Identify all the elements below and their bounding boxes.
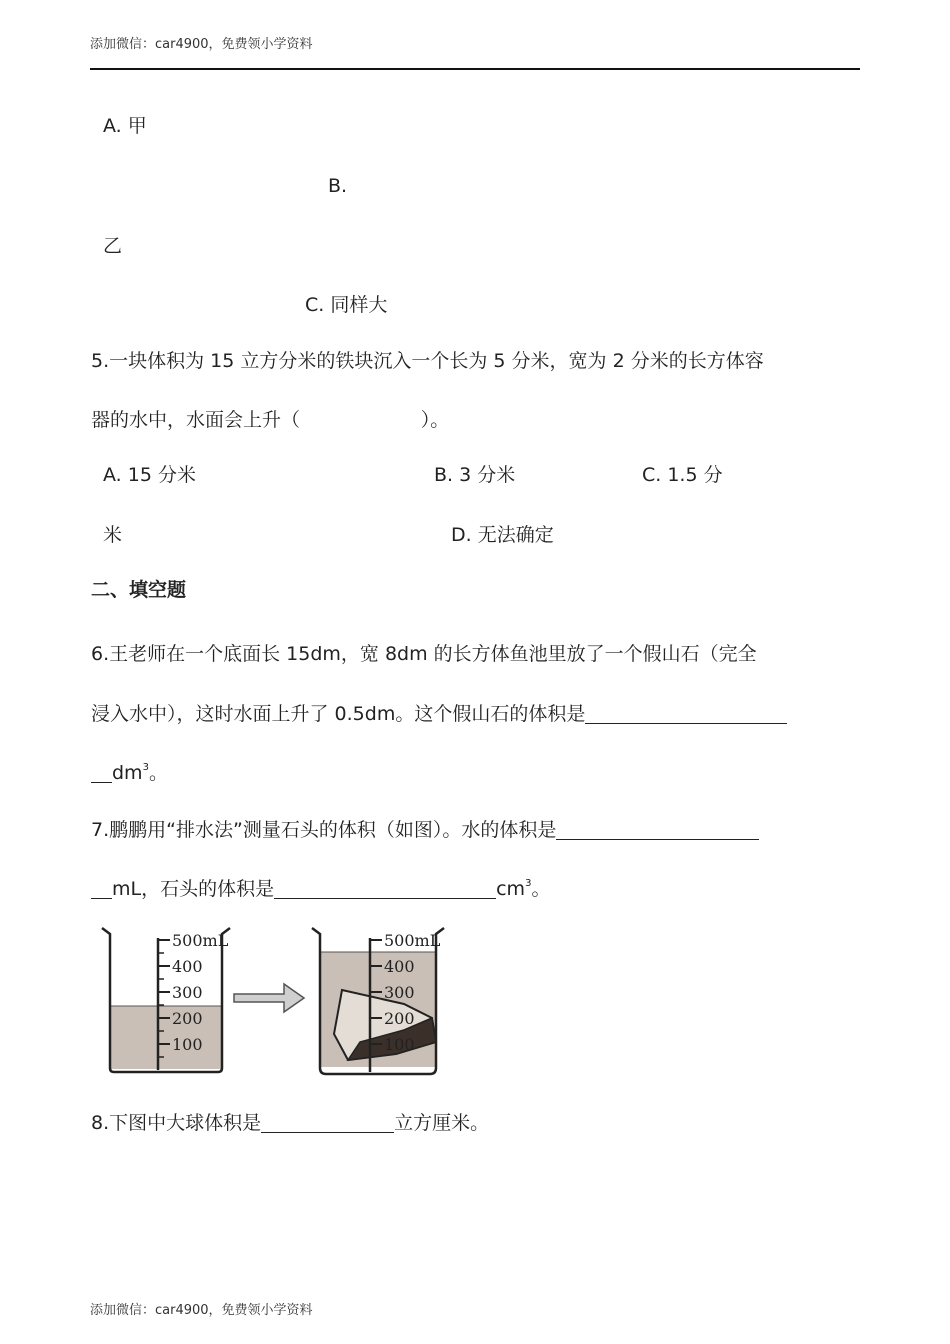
q7-line1 [91,817,759,843]
q4-option-b: B. [328,175,348,197]
left-label-500: 500mL [172,931,229,950]
q6-answer-blank-cont[interactable] [91,762,112,783]
left-label-100: 100 [172,1035,203,1054]
q6-line1: 6.王老师在一个底面长 15dm，宽 8dm 的长方体鱼池里放了一个假山石（完全 [91,643,757,665]
left-label-300: 300 [172,983,203,1002]
right-label-300: 300 [384,983,415,1002]
q6-line3 [91,760,168,786]
right-beaker [312,928,444,1074]
q6-answer-blank[interactable] [585,703,787,724]
right-label-200: 200 [384,1009,415,1028]
q5-option-a: A. 15 分米 [103,464,196,486]
beaker-figure [98,922,448,1080]
q5-line2: 器的水中，水面会上升（ ）。 [91,409,450,431]
left-label-400: 400 [172,957,203,976]
q8-text: 8.下图中大球体积是 [91,1112,262,1134]
q6-end: 。 [148,762,168,784]
q5-option-c: C. 1.5 分 [642,464,723,486]
header-note: 添加微信：car4900，免费领小学资料 [90,37,313,52]
q6-line2-text: 浸入水中），这时水面上升了 0.5dm。这个假山石的体积是 [91,703,586,725]
q5-option-d: D. 无法确定 [451,524,554,546]
q7-unit1: mL，石头的体积是 [112,878,275,900]
q7-line1-text: 7.鹏鹏用“排水法”测量石头的体积（如图）。水的体积是 [91,819,557,841]
q7-end: 。 [531,878,551,900]
q5-option-c-cont: 米 [103,524,123,546]
q6-unit-sup: 3 [142,762,149,773]
q8-unit: 立方厘米。 [394,1112,490,1134]
right-label-500: 500mL [384,931,441,950]
section-title: 二、填空题 [91,579,187,601]
q7-line2 [91,876,550,902]
left-water [110,1006,222,1069]
q7-unit2: cm [496,878,526,900]
q5-line1: 5.一块体积为 15 立方分米的铁块沉入一个长为 5 分米，宽为 2 分米的长方体容 [91,350,764,372]
q7-unit2-sup: 3 [525,878,532,889]
right-arrow-icon [234,984,304,1012]
q7-stone-blank[interactable] [274,878,496,899]
right-label-400: 400 [384,957,415,976]
q6-unit: dm [112,762,143,784]
q5-option-b: B. 3 分米 [434,464,516,486]
right-label-100: 100 [384,1035,415,1054]
q7-water-blank[interactable] [556,819,759,840]
q6-line2 [91,701,787,727]
q4-option-b-text: 乙 [103,235,123,257]
q7-water-blank-cont[interactable] [91,878,112,899]
left-beaker [102,928,230,1072]
q8-answer-blank[interactable] [261,1112,394,1133]
header-rule [90,68,860,70]
q8-line [91,1110,489,1136]
left-label-200: 200 [172,1009,203,1028]
q4-option-c: C. 同样大 [305,294,388,316]
q4-option-a: A. 甲 [103,115,147,137]
footer-note: 添加微信：car4900，免费领小学资料 [90,1303,313,1318]
